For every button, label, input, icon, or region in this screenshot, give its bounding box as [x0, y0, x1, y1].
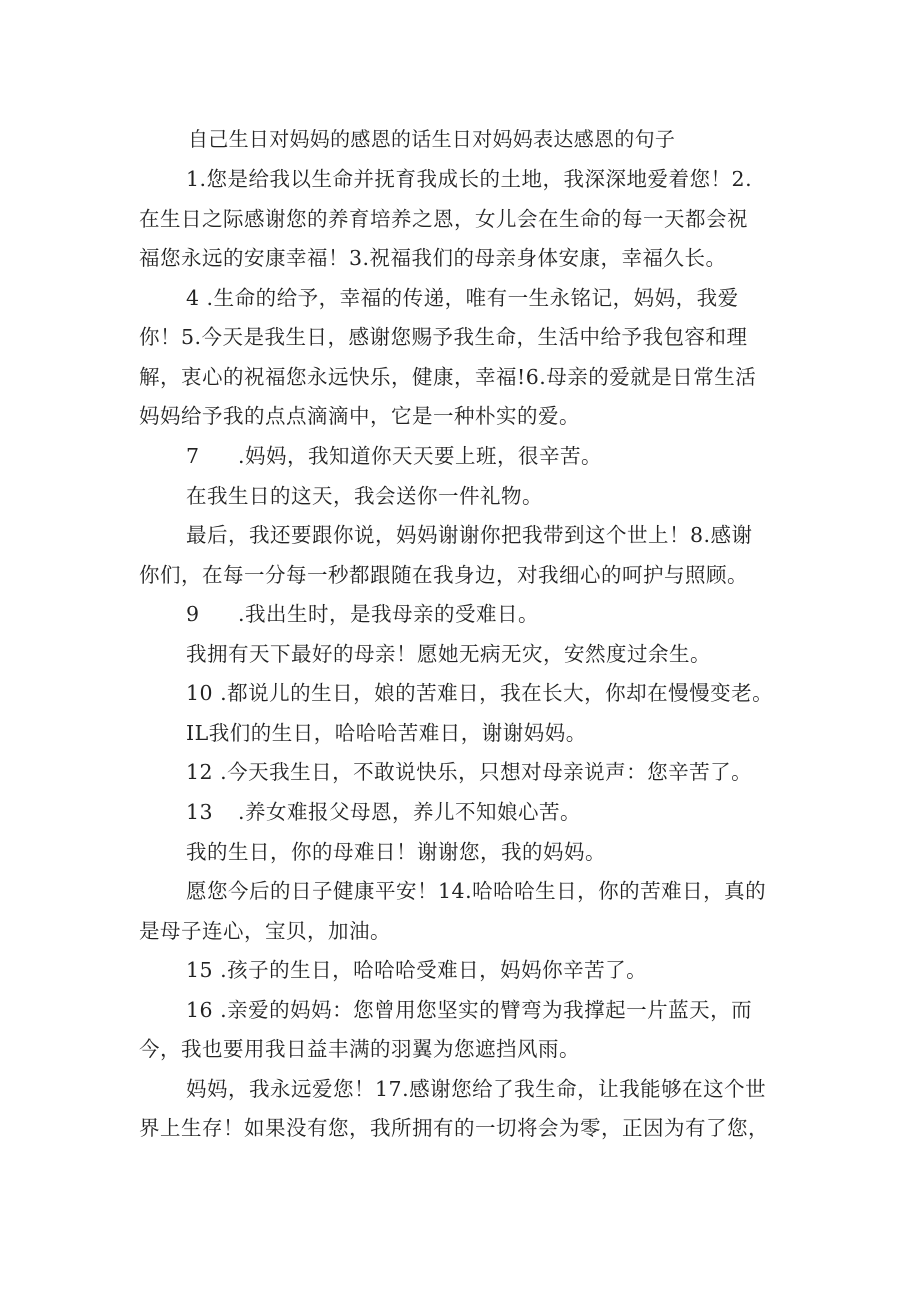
numbered-line [186, 599, 539, 629]
numbered-line [186, 797, 581, 827]
paragraph-line: 今，我也要用我日益丰满的羽翼为您遮挡风雨。 [139, 1037, 580, 1061]
paragraph-line: 10 .都说儿的生日，娘的苦难日，我在长大，你却在慢慢变老。 [186, 681, 774, 705]
paragraph-line: 福您永远的安康幸福！3.祝福我们的母亲身体安康，幸福久长。 [139, 246, 727, 270]
numbered-line [186, 441, 602, 471]
item-number: 7 [186, 444, 200, 468]
item-text: .我出生时，是我母亲的受难日。 [238, 602, 540, 626]
document-title: 自己生日对妈妈的感恩的话生日对妈妈表达感恩的句子 [188, 127, 676, 151]
paragraph-line: 4 .生命的给予，幸福的传递，唯有一生永铭记，妈妈，我爱 [186, 286, 739, 310]
paragraph-line: 界上生存！如果没有您，我所拥有的一切将会为零，正因为有了您， [139, 1116, 769, 1140]
item-text: .养女难报父母恩，养儿不知娘心苦。 [238, 800, 582, 824]
paragraph-line: 我的生日，你的母难日！谢谢您，我的妈妈。 [186, 840, 606, 864]
paragraph-line: IL我们的生日，哈哈哈苦难日，谢谢妈妈。 [186, 721, 587, 745]
paragraph-line: 我拥有天下最好的母亲！愿她无病无灾，安然度过余生。 [186, 642, 711, 666]
paragraph-line: 12 .今天我生日，不敢说快乐，只想对母亲说声：您辛苦了。 [186, 760, 753, 784]
paragraph-line: 最后，我还要跟你说，妈妈谢谢你把我带到这个世上！8.感谢 [186, 523, 753, 547]
paragraph-line: 妈妈，我永远爱您！17.感谢您给了我生命，让我能够在这个世 [186, 1077, 767, 1101]
paragraph-line: 15 .孩子的生日，哈哈哈受难日，妈妈你辛苦了。 [186, 958, 648, 982]
paragraph-line: 解，衷心的祝福您永远快乐，健康，幸福!6.母亲的爱就是日常生活 [139, 365, 757, 389]
paragraph-line: 是母子连心，宝贝，加油。 [139, 919, 391, 943]
item-number: 13 [186, 800, 214, 824]
item-number: 9 [186, 602, 200, 626]
paragraph-line: 你们，在每一分每一秒都跟随在我身边，对我细心的呵护与照顾。 [139, 563, 748, 587]
paragraph-line: 在生日之际感谢您的养育培养之恩，女儿会在生命的每一天都会祝 [139, 207, 748, 231]
paragraph-line: 妈妈给予我的点点滴滴中，它是一种朴实的爱。 [139, 404, 580, 428]
paragraph-line: 1.您是给我以生命并抚育我成长的土地，我深深地爱着您！2. [186, 167, 753, 191]
paragraph-line: 在我生日的这天，我会送你一件礼物。 [186, 484, 543, 508]
paragraph-line: 你！5.今天是我生日，感谢您赐予我生命，生活中给予我包容和理 [139, 325, 748, 349]
item-text: .妈妈，我知道你天天要上班，很辛苦。 [238, 444, 603, 468]
paragraph-line: 16 .亲爱的妈妈：您曾用您坚实的臂弯为我撑起一片蓝天，而 [186, 998, 753, 1022]
paragraph-line: 愿您今后的日子健康平安！14.哈哈哈生日，你的苦难日，真的 [186, 879, 767, 903]
